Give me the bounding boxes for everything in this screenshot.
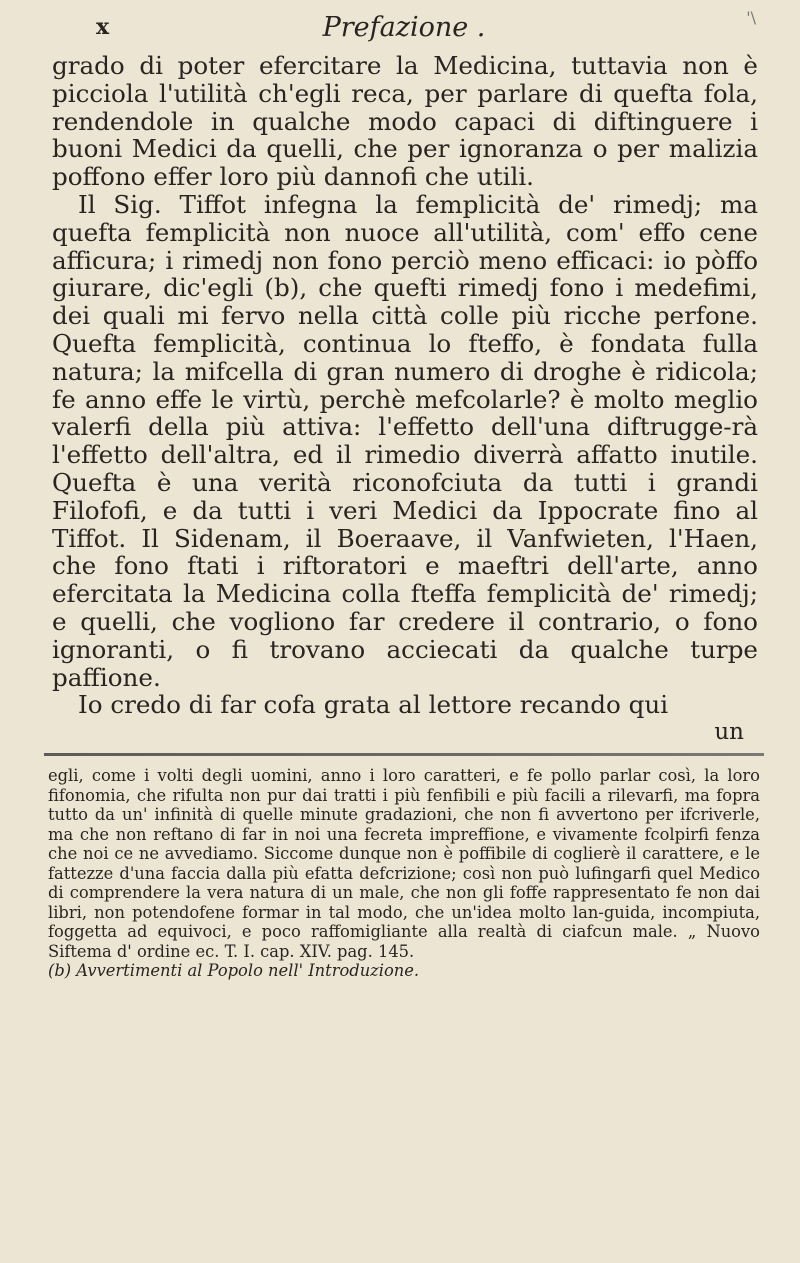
running-title: Prefazione .	[322, 12, 486, 43]
corner-mark: '\	[746, 8, 756, 27]
page-header	[44, 8, 764, 52]
main-text	[52, 52, 758, 719]
document-page	[44, 8, 764, 1252]
paragraph: Il Sig. Tiffot infegna la femplicità de' rimedj; ma quefta femplicità non nuoce all'utilità, com' effo cene afficura; i rimedj non fono perciò meno efficaci: io pòffo giurare, dic'egli (b), che quefti rimedj fono i medefimi, dei quali mi fervo nella città colle più ricche perfone. Quefta femplicità, continua lo fteffo, è fondata fulla natura; la mifcella di gran numero di droghe è ridicola; fe anno effe le virtù, perchè mefcolarle? è molto meglio valerfi della più attiva: l'effetto dell'una diftrugge-rà l'effetto dell'altra, ed il rimedio diverrà affatto inutile. Quefta è una verità riconofciuta da tutti i grandi Filofofi, e da tutti i veri Medici da Ippocrate fino al Tiffot. Il Sidenam, il Boeraave, il Vanfwieten, l'Haen, che fono ftati i riftoratori e maeftri dell'arte, anno efercitata la Medicina colla fteffa femplicità de' rimedj; e quelli, che vogliono far credere il contrario, o fono ignoranti, o fi trovano acciecati da qualche turpe paffione.	[52, 189, 758, 692]
footnote-divider	[44, 753, 764, 756]
paragraph: grado di poter efercitare la Medicina, tuttavia non è picciola l'utilità ch'egli reca, per parlare di quefta fola, rendendole in qualche modo capaci di diftinguere i buoni Medici da quelli, che per ignoranza o per malizia poffono effer loro più dannofi che utili.	[52, 51, 758, 192]
footnote: egli, come i volti degli uomini, anno i loro caratteri, e fe pollo parlar così, la loro fifonomia, che rifulta non pur dai tratti i più fenfibili e più facili a rilevarfi, ma fopra tutto da un' infinità di quelle minute gradazioni, che non fi avvertono per ifcriverle, ma che non reftano di far in noi una fecreta impreffione, e vivamente fcolpirfi fenza che noi ce ne avvediamo. Siccome dunque non è poffibile di coglierè il carattere, e le fattezze d'una faccia dalla più efatta defcrizione; così non può lufingarfi quel Medico di comprendere la vera natura di un male, che non gli foffe rappresentato fe non dai libri, non potendofene formar in tal modo, che un'idea molto lan-guida, incompiuta, foggetta ad equivoci, e poco raffomigliante alla realtà di ciafcun male. „ Nuovo Siftema d' ordine ec. T. I. cap. XIV. pag. 145.	[48, 766, 760, 961]
footnotes	[48, 766, 760, 981]
header-signature-mark: x	[96, 14, 110, 40]
catchword: un	[714, 719, 744, 746]
paragraph: Io credo di far cofa grata al lettore recando qui	[78, 690, 669, 720]
footnote: (b) Avvertimenti al Popolo nell' Introduzione.	[48, 961, 420, 981]
